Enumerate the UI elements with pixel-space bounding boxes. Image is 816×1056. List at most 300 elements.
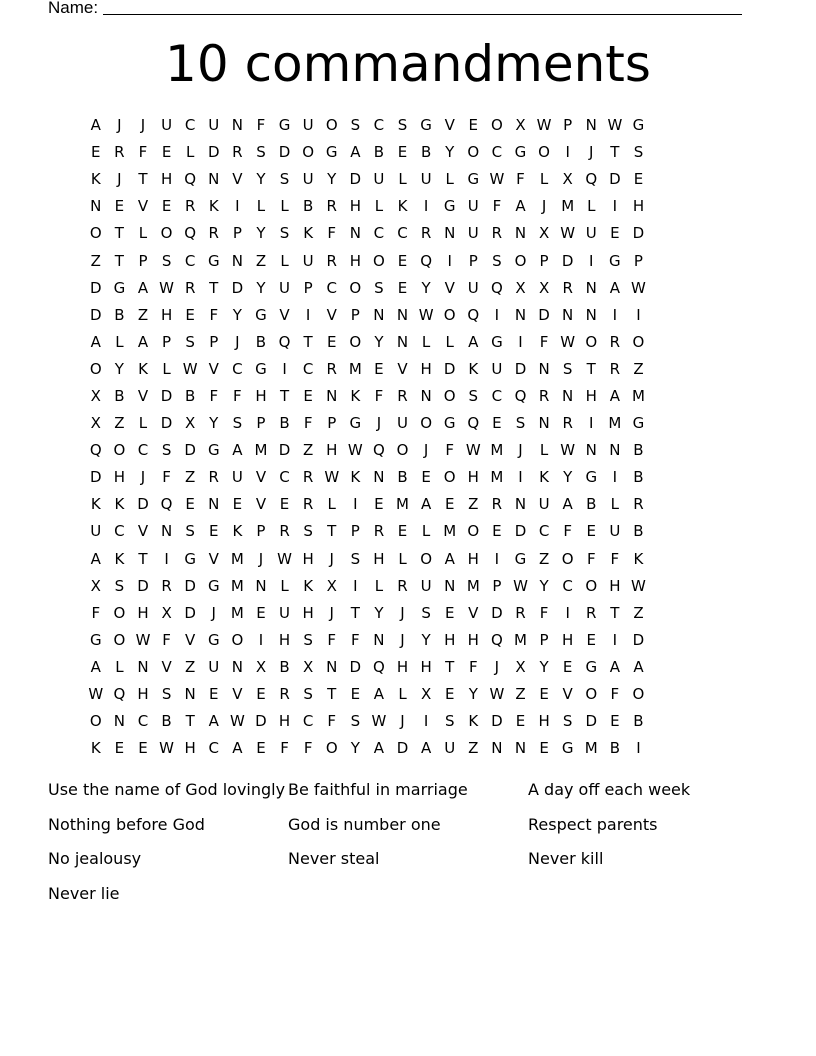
grid-letter[interactable]: R — [302, 495, 314, 514]
grid-letter[interactable]: V — [397, 359, 408, 378]
grid-letter[interactable]: T — [279, 386, 290, 405]
grid-letter[interactable]: F — [303, 414, 313, 433]
grid-letter[interactable]: S — [185, 522, 195, 541]
grid-letter[interactable]: D — [349, 657, 362, 676]
grid-letter[interactable]: K — [303, 576, 314, 595]
grid-letter[interactable]: L — [445, 332, 454, 351]
grid-letter[interactable]: H — [302, 603, 314, 622]
grid-letter[interactable]: V — [137, 197, 149, 216]
grid-letter[interactable]: F — [516, 170, 525, 189]
grid-letter[interactable]: D — [90, 305, 102, 324]
grid-letter[interactable]: E — [444, 603, 455, 622]
grid-letter[interactable]: O — [160, 224, 173, 243]
grid-letter[interactable]: Z — [185, 468, 196, 487]
grid-letter[interactable]: L — [398, 549, 407, 568]
grid-letter[interactable]: N — [373, 630, 385, 649]
grid-letter[interactable]: P — [256, 522, 266, 541]
grid-letter[interactable]: J — [376, 414, 382, 433]
grid-letter[interactable]: G — [443, 197, 456, 216]
grid-letter[interactable]: D — [160, 414, 173, 433]
grid-letter[interactable]: G — [561, 739, 574, 758]
grid-letter[interactable]: D — [396, 739, 409, 758]
grid-letter[interactable]: O — [585, 576, 598, 595]
grid-letter[interactable]: J — [423, 441, 429, 460]
grid-letter[interactable]: O — [302, 143, 315, 162]
grid-letter[interactable]: N — [585, 441, 597, 460]
grid-letter[interactable]: J — [518, 441, 523, 460]
grid-letter[interactable]: N — [326, 657, 338, 676]
grid-letter[interactable]: Z — [633, 359, 644, 378]
grid-letter[interactable]: R — [420, 224, 432, 243]
grid-letter[interactable]: L — [115, 657, 124, 676]
grid-letter[interactable]: I — [612, 630, 618, 649]
grid-letter[interactable]: W — [159, 278, 174, 297]
grid-letter[interactable]: I — [589, 251, 594, 270]
grid-letter[interactable]: N — [562, 386, 574, 405]
grid-letter[interactable]: E — [161, 143, 172, 162]
grid-letter[interactable]: D — [231, 278, 244, 297]
grid-letter[interactable]: H — [467, 549, 479, 568]
grid-letter[interactable]: J — [211, 603, 216, 622]
grid-letter[interactable]: C — [302, 712, 314, 731]
grid-letter[interactable]: B — [185, 386, 196, 405]
grid-letter[interactable]: S — [492, 251, 502, 270]
grid-letter[interactable]: Y — [421, 630, 431, 649]
grid-letter[interactable]: P — [162, 332, 172, 351]
grid-letter[interactable]: G — [632, 116, 645, 135]
grid-letter[interactable]: H — [113, 468, 126, 487]
grid-letter[interactable]: L — [374, 197, 384, 216]
grid-letter[interactable]: U — [208, 116, 220, 135]
grid-letter[interactable]: S — [633, 143, 644, 162]
grid-letter[interactable]: H — [609, 576, 621, 595]
grid-letter[interactable]: I — [353, 576, 358, 595]
grid-letter[interactable]: B — [633, 712, 644, 731]
grid-letter[interactable]: U — [161, 116, 173, 135]
grid-letter[interactable]: O — [514, 251, 527, 270]
grid-letter[interactable]: F — [209, 305, 219, 324]
grid-letter[interactable]: K — [468, 712, 479, 731]
grid-letter[interactable]: M — [490, 468, 504, 487]
grid-letter[interactable]: F — [586, 549, 596, 568]
grid-letter[interactable]: C — [397, 224, 408, 243]
grid-letter[interactable]: T — [209, 278, 219, 297]
grid-letter[interactable]: L — [398, 170, 407, 189]
grid-letter[interactable]: D — [184, 441, 196, 460]
grid-letter[interactable]: Z — [303, 441, 314, 460]
grid-letter[interactable]: O — [113, 441, 126, 460]
grid-letter[interactable]: I — [589, 414, 594, 433]
grid-letter[interactable]: B — [302, 197, 314, 216]
grid-letter[interactable]: H — [632, 197, 645, 216]
grid-letter[interactable]: F — [138, 143, 148, 162]
grid-letter[interactable]: Y — [256, 170, 266, 189]
grid-letter[interactable]: N — [137, 657, 149, 676]
grid-letter[interactable]: O — [420, 414, 433, 433]
grid-letter[interactable]: T — [445, 657, 455, 676]
grid-letter[interactable]: I — [518, 332, 523, 351]
grid-letter[interactable]: V — [137, 386, 149, 405]
grid-letter[interactable]: I — [612, 468, 618, 487]
grid-letter[interactable]: Z — [255, 251, 267, 270]
grid-letter[interactable]: U — [444, 739, 456, 758]
grid-letter[interactable]: E — [633, 170, 644, 189]
grid-letter[interactable]: T — [303, 332, 313, 351]
grid-letter[interactable]: W — [513, 576, 528, 595]
grid-letter[interactable]: O — [349, 332, 362, 351]
grid-letter[interactable]: C — [184, 251, 196, 270]
grid-letter[interactable]: K — [303, 224, 314, 243]
grid-letter[interactable]: O — [467, 522, 480, 541]
grid-letter[interactable]: D — [585, 712, 598, 731]
grid-letter[interactable]: H — [420, 657, 432, 676]
name-underline[interactable] — [103, 14, 742, 15]
grid-letter[interactable]: F — [327, 712, 337, 731]
grid-letter[interactable]: R — [279, 522, 290, 541]
grid-letter[interactable]: B — [114, 386, 125, 405]
grid-letter[interactable]: O — [467, 143, 480, 162]
grid-letter[interactable]: F — [374, 386, 384, 405]
grid-letter[interactable]: U — [491, 359, 503, 378]
grid-letter[interactable]: M — [631, 386, 645, 405]
grid-letter[interactable]: N — [90, 197, 102, 216]
grid-letter[interactable]: N — [585, 116, 597, 135]
grid-letter[interactable]: N — [255, 576, 267, 595]
grid-letter[interactable]: P — [303, 278, 313, 297]
grid-letter[interactable]: J — [117, 116, 122, 135]
grid-letter[interactable]: F — [303, 739, 313, 758]
grid-letter[interactable]: T — [586, 359, 596, 378]
grid-letter[interactable]: E — [232, 495, 243, 514]
grid-letter[interactable]: L — [327, 495, 336, 514]
grid-letter[interactable]: N — [326, 386, 338, 405]
grid-letter[interactable]: E — [279, 495, 290, 514]
grid-letter[interactable]: H — [396, 657, 409, 676]
grid-letter[interactable]: S — [279, 170, 290, 189]
grid-letter[interactable]: F — [327, 224, 337, 243]
grid-letter[interactable]: R — [491, 495, 503, 514]
grid-letter[interactable]: J — [400, 603, 405, 622]
grid-letter[interactable]: E — [114, 197, 125, 216]
grid-letter[interactable]: P — [256, 414, 266, 433]
grid-letter[interactable]: S — [232, 414, 243, 433]
grid-letter[interactable]: D — [137, 576, 149, 595]
grid-letter[interactable]: O — [443, 386, 456, 405]
grid-letter[interactable]: E — [209, 522, 219, 541]
grid-letter[interactable]: D — [90, 468, 102, 487]
grid-letter[interactable]: S — [350, 549, 361, 568]
grid-letter[interactable]: L — [539, 170, 549, 189]
grid-letter[interactable]: F — [539, 603, 549, 622]
grid-letter[interactable]: F — [162, 468, 171, 487]
grid-letter[interactable]: O — [373, 251, 385, 270]
grid-letter[interactable]: W — [418, 305, 434, 324]
grid-letter[interactable]: E — [256, 685, 266, 704]
grid-letter[interactable]: D — [160, 386, 173, 405]
grid-letter[interactable]: U — [467, 197, 479, 216]
grid-letter[interactable]: U — [208, 657, 220, 676]
grid-letter[interactable]: Y — [563, 468, 573, 487]
grid-letter[interactable]: E — [610, 224, 620, 243]
grid-letter[interactable]: S — [161, 251, 172, 270]
grid-letter[interactable]: Z — [633, 603, 644, 622]
grid-letter[interactable]: A — [90, 116, 101, 135]
grid-letter[interactable]: F — [256, 116, 266, 135]
grid-letter[interactable]: R — [208, 224, 219, 243]
grid-letter[interactable]: I — [305, 305, 311, 324]
grid-letter[interactable]: B — [586, 495, 597, 514]
grid-letter[interactable]: F — [233, 386, 242, 405]
grid-letter[interactable]: R — [326, 251, 337, 270]
grid-letter[interactable]: N — [231, 116, 243, 135]
grid-letter[interactable]: U — [467, 224, 479, 243]
grid-letter[interactable]: U — [609, 522, 621, 541]
grid-letter[interactable]: P — [633, 251, 643, 270]
grid-letter[interactable]: A — [420, 495, 432, 514]
grid-letter[interactable]: Y — [232, 305, 242, 324]
grid-letter[interactable]: G — [207, 630, 220, 649]
grid-letter[interactable]: V — [562, 685, 573, 704]
grid-letter[interactable]: H — [420, 359, 432, 378]
grid-letter[interactable]: O — [113, 630, 126, 649]
grid-letter[interactable]: T — [327, 522, 337, 541]
grid-letter[interactable]: E — [256, 603, 266, 622]
grid-letter[interactable]: D — [278, 441, 291, 460]
grid-letter[interactable]: J — [400, 712, 405, 731]
grid-letter[interactable]: D — [514, 522, 527, 541]
grid-letter[interactable]: C — [279, 468, 290, 487]
grid-letter[interactable]: D — [491, 603, 503, 622]
grid-letter[interactable]: J — [258, 549, 264, 568]
grid-letter[interactable]: P — [350, 305, 360, 324]
grid-letter[interactable]: C — [373, 116, 385, 135]
grid-letter[interactable]: Y — [327, 170, 337, 189]
grid-letter[interactable]: H — [160, 170, 173, 189]
grid-letter[interactable]: U — [397, 414, 408, 433]
grid-letter[interactable]: Q — [585, 170, 598, 189]
grid-letter[interactable]: T — [114, 224, 124, 243]
grid-letter[interactable]: H — [467, 630, 479, 649]
grid-letter[interactable]: C — [302, 359, 314, 378]
grid-letter[interactable]: S — [562, 359, 573, 378]
grid-letter[interactable]: S — [374, 278, 384, 297]
grid-letter[interactable]: R — [114, 143, 125, 162]
grid-letter[interactable]: E — [256, 739, 266, 758]
grid-letter[interactable]: K — [633, 549, 644, 568]
grid-letter[interactable]: L — [539, 441, 549, 460]
grid-letter[interactable]: T — [138, 170, 148, 189]
grid-letter[interactable]: T — [610, 603, 620, 622]
grid-letter[interactable]: D — [443, 359, 456, 378]
grid-letter[interactable]: Q — [490, 630, 503, 649]
grid-letter[interactable]: P — [327, 414, 337, 433]
grid-letter[interactable]: X — [90, 386, 101, 405]
grid-letter[interactable]: Z — [515, 685, 526, 704]
grid-letter[interactable]: R — [326, 359, 337, 378]
grid-letter[interactable]: R — [397, 576, 408, 595]
grid-letter[interactable]: W — [135, 630, 151, 649]
grid-letter[interactable]: N — [349, 224, 361, 243]
grid-letter[interactable]: X — [538, 278, 550, 297]
grid-letter[interactable]: Z — [114, 414, 125, 433]
grid-letter[interactable]: S — [444, 712, 455, 731]
grid-letter[interactable]: O — [632, 332, 645, 351]
grid-letter[interactable]: E — [397, 522, 408, 541]
grid-letter[interactable]: G — [207, 251, 220, 270]
grid-letter[interactable]: A — [137, 278, 149, 297]
grid-letter[interactable]: Q — [514, 386, 527, 405]
grid-letter[interactable]: T — [114, 251, 124, 270]
grid-letter[interactable]: W — [347, 441, 363, 460]
grid-letter[interactable]: R — [232, 143, 243, 162]
grid-letter[interactable]: G — [491, 332, 503, 351]
grid-letter[interactable]: O — [538, 143, 550, 162]
grid-letter[interactable]: N — [231, 657, 243, 676]
grid-letter[interactable]: N — [420, 386, 432, 405]
grid-letter[interactable]: M — [490, 441, 504, 460]
grid-letter[interactable]: M — [254, 441, 268, 460]
grid-letter[interactable]: D — [184, 576, 196, 595]
grid-letter[interactable]: X — [515, 116, 526, 135]
grid-letter[interactable]: L — [138, 414, 148, 433]
grid-letter[interactable]: G — [113, 278, 126, 297]
grid-letter[interactable]: V — [137, 522, 149, 541]
grid-letter[interactable]: B — [633, 522, 644, 541]
grid-letter[interactable]: N — [538, 414, 550, 433]
grid-letter[interactable]: F — [610, 549, 620, 568]
grid-letter[interactable]: F — [209, 386, 219, 405]
grid-letter[interactable]: K — [468, 359, 479, 378]
grid-letter[interactable]: Q — [373, 441, 385, 460]
grid-letter[interactable]: U — [302, 251, 314, 270]
grid-letter[interactable]: E — [209, 685, 219, 704]
grid-letter[interactable]: I — [282, 359, 287, 378]
grid-letter[interactable]: I — [423, 197, 429, 216]
grid-letter[interactable]: Y — [209, 414, 219, 433]
grid-letter[interactable]: F — [492, 197, 502, 216]
grid-letter[interactable]: V — [444, 116, 455, 135]
grid-letter[interactable]: S — [303, 685, 313, 704]
grid-letter[interactable]: L — [398, 685, 407, 704]
grid-letter[interactable]: F — [327, 630, 337, 649]
grid-letter[interactable]: N — [514, 495, 527, 514]
grid-letter[interactable]: H — [255, 386, 267, 405]
grid-letter[interactable]: C — [137, 441, 149, 460]
grid-letter[interactable]: N — [373, 305, 385, 324]
grid-letter[interactable]: R — [302, 468, 314, 487]
grid-letter[interactable]: O — [325, 116, 338, 135]
grid-letter[interactable]: W — [536, 116, 552, 135]
grid-letter[interactable]: M — [584, 739, 598, 758]
grid-letter[interactable]: I — [235, 197, 240, 216]
grid-letter[interactable]: P — [209, 332, 219, 351]
grid-letter[interactable]: E — [161, 197, 172, 216]
grid-letter[interactable]: W — [465, 441, 481, 460]
grid-letter[interactable]: T — [610, 143, 620, 162]
grid-letter[interactable]: Y — [350, 739, 360, 758]
grid-letter[interactable]: L — [185, 143, 195, 162]
grid-letter[interactable]: E — [397, 278, 408, 297]
grid-letter[interactable]: G — [514, 549, 527, 568]
grid-letter[interactable]: T — [327, 685, 337, 704]
grid-letter[interactable]: V — [255, 495, 267, 514]
grid-letter[interactable]: I — [565, 603, 570, 622]
grid-letter[interactable]: B — [161, 712, 172, 731]
grid-letter[interactable]: R — [633, 495, 644, 514]
grid-letter[interactable]: F — [539, 332, 549, 351]
grid-letter[interactable]: I — [353, 495, 358, 514]
grid-letter[interactable]: A — [515, 197, 526, 216]
grid-letter[interactable]: N — [184, 685, 196, 704]
grid-letter[interactable]: N — [562, 305, 574, 324]
grid-letter[interactable]: M — [230, 603, 244, 622]
grid-letter[interactable]: K — [539, 468, 549, 487]
grid-letter[interactable]: J — [140, 116, 146, 135]
grid-letter[interactable]: G — [443, 414, 456, 433]
grid-letter[interactable]: U — [279, 603, 291, 622]
grid-letter[interactable]: Y — [468, 685, 478, 704]
grid-letter[interactable]: M — [348, 359, 362, 378]
grid-letter[interactable]: D — [491, 712, 503, 731]
grid-letter[interactable]: J — [494, 657, 500, 676]
grid-letter[interactable]: H — [278, 630, 291, 649]
grid-letter[interactable]: R — [491, 224, 503, 243]
grid-letter[interactable]: U — [90, 522, 102, 541]
grid-letter[interactable]: E — [185, 305, 195, 324]
grid-letter[interactable]: M — [443, 522, 457, 541]
grid-letter[interactable]: C — [232, 359, 243, 378]
grid-letter[interactable]: Q — [467, 305, 480, 324]
grid-letter[interactable]: U — [302, 116, 314, 135]
grid-letter[interactable]: A — [90, 657, 101, 676]
grid-letter[interactable]: L — [374, 576, 384, 595]
grid-letter[interactable]: S — [303, 522, 313, 541]
grid-letter[interactable]: E — [421, 468, 431, 487]
grid-letter[interactable]: G — [278, 116, 291, 135]
grid-letter[interactable]: V — [161, 657, 172, 676]
grid-letter[interactable]: R — [538, 386, 550, 405]
grid-letter[interactable]: Y — [539, 657, 549, 676]
grid-letter[interactable]: Q — [184, 170, 197, 189]
grid-letter[interactable]: C — [137, 712, 149, 731]
grid-letter[interactable]: O — [443, 468, 456, 487]
grid-letter[interactable]: B — [420, 143, 432, 162]
grid-letter[interactable]: C — [208, 739, 219, 758]
grid-letter[interactable]: B — [397, 468, 408, 487]
grid-letter[interactable]: X — [90, 576, 101, 595]
grid-letter[interactable]: K — [90, 739, 101, 758]
grid-letter[interactable]: F — [351, 630, 360, 649]
grid-letter[interactable]: F — [280, 739, 289, 758]
grid-letter[interactable]: Z — [185, 657, 196, 676]
grid-letter[interactable]: Y — [256, 278, 266, 297]
grid-letter[interactable]: A — [137, 332, 149, 351]
grid-letter[interactable]: H — [302, 549, 314, 568]
grid-letter[interactable]: E — [539, 685, 549, 704]
grid-letter[interactable]: R — [184, 197, 196, 216]
grid-letter[interactable]: R — [609, 332, 621, 351]
grid-letter[interactable]: D — [349, 170, 362, 189]
grid-letter[interactable]: N — [514, 739, 527, 758]
grid-letter[interactable]: N — [444, 224, 456, 243]
grid-letter[interactable]: R — [562, 414, 573, 433]
grid-letter[interactable]: E — [350, 685, 361, 704]
grid-letter[interactable]: W — [324, 468, 340, 487]
grid-letter[interactable]: Z — [137, 305, 149, 324]
grid-letter[interactable]: H — [278, 712, 291, 731]
grid-letter[interactable]: A — [232, 441, 243, 460]
grid-letter[interactable]: L — [421, 332, 431, 351]
